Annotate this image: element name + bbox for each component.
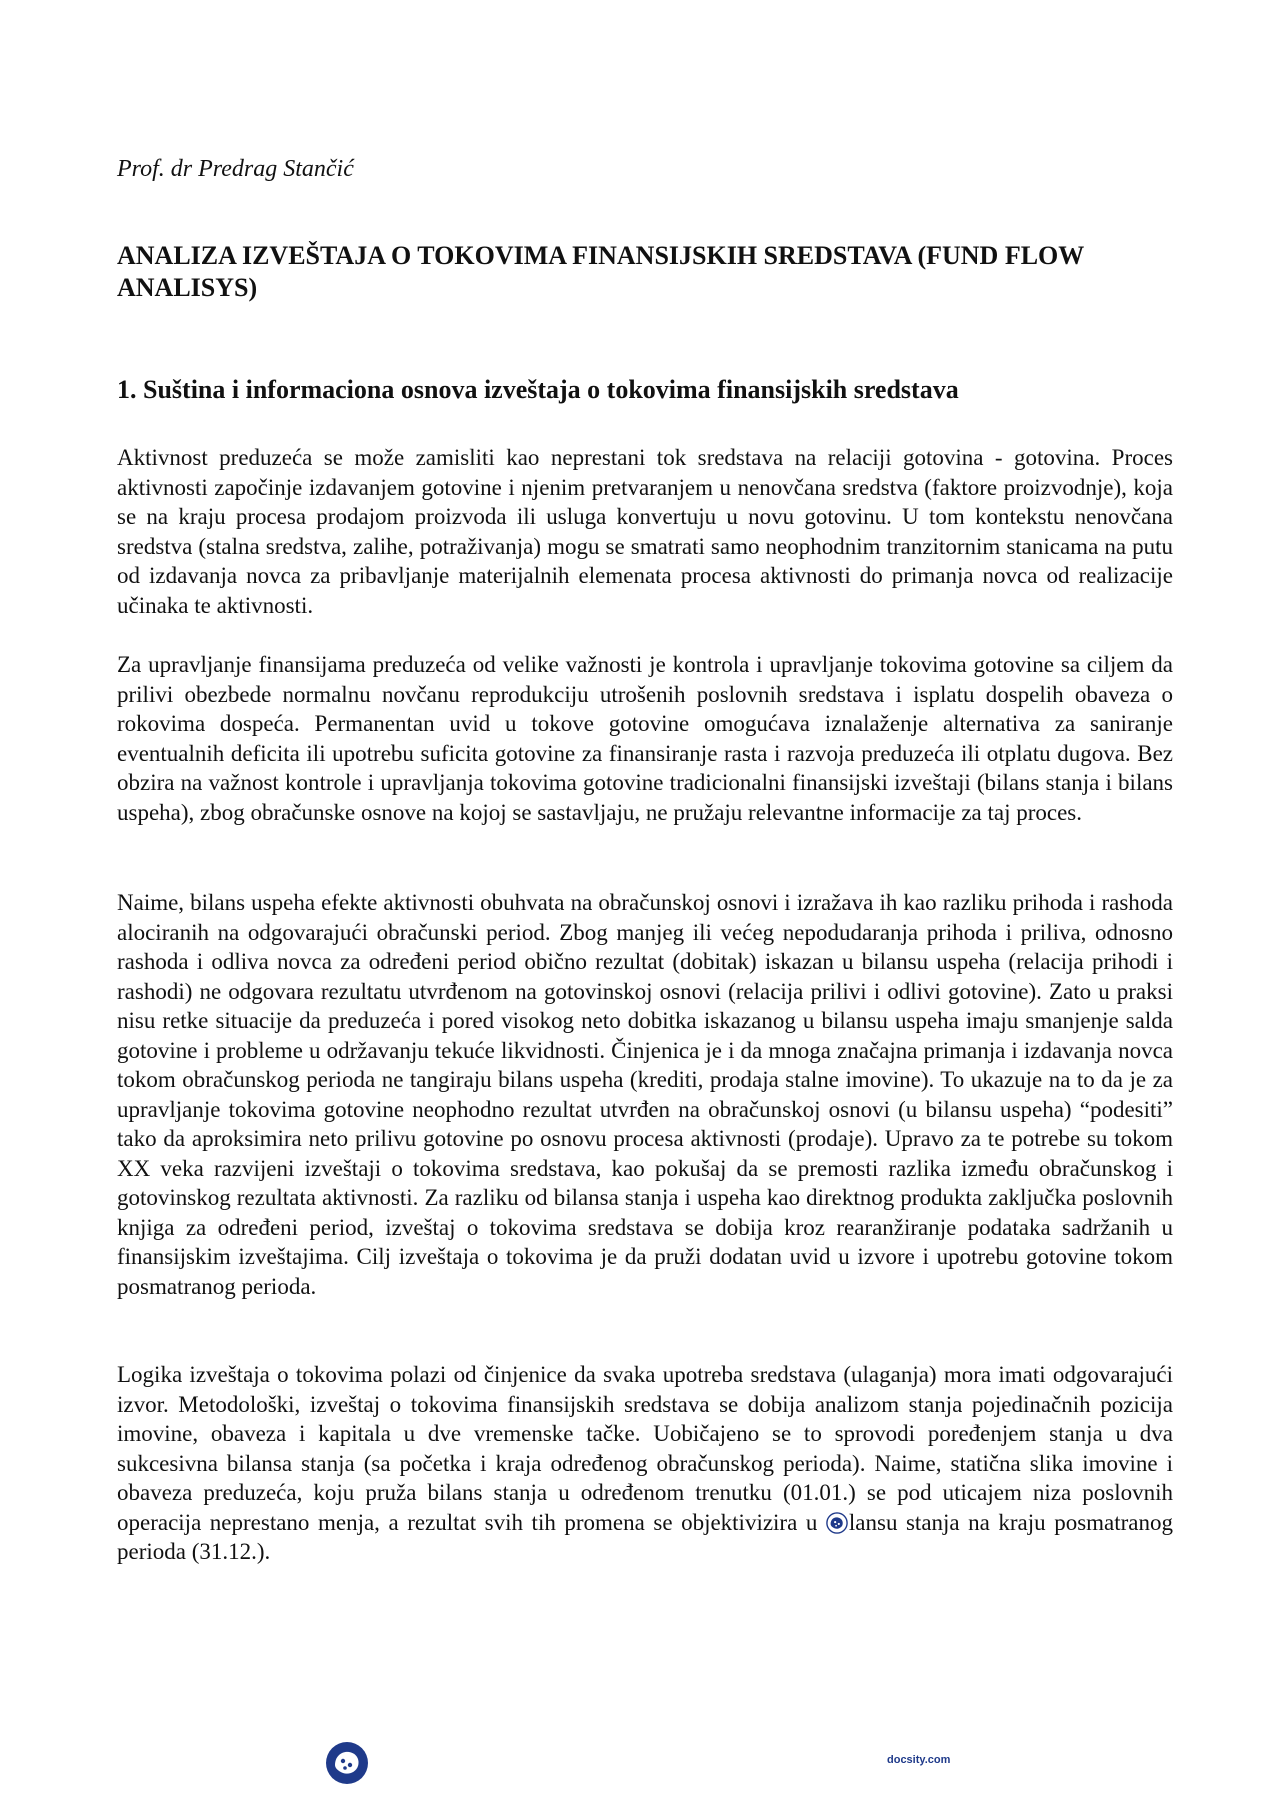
paragraph-4-text-start: Logika izveštaja o tokovima polazi od činjenice da svaka upotreba sredstava (ulaganja) mora imati odgovarajući izvor. Metodološki, izveštaj o tokovima finansijskih sredstava se dobija analizom stanja pojedinačnih pozicija imovine, obaveza i kapitala u dve vremenske tačke. Uobičajeno se to sprovodi poređenjem stanja u dva sukcesivna bilansa stanja (sa početka i kraja određenog obračunskog perioda). Naime, statična slika imovine i obaveza preduzeća, koju pruža bilans stanja u određenom trenutku (01.01.) se pod uticajem niza poslovnih operacija neprestano menja, a rezultat svih tih promena se objektivizira u: [117, 1362, 1173, 1535]
paragraph-1: Aktivnost preduzeća se može zamisliti kao neprestani tok sredstava na relaciji gotovina - gotovina. Proces aktivnosti započinje izdavanjem gotovine i njenim pretvaranjem u nenovčana sredstva (faktore proizvodnje), koja se na kraju procesa prodajom proizvoda ili usluga konvertuju u novu gotovinu. U tom kontekstu nenovčana sredstva (stalna sredstva, zalihe, potraživanja) mogu se smatrati samo neophodnim tranzitornim stanicama na putu od izdavanja novca za pribavljanje materijalnih elemenata procesa aktivnosti do primanja novca od realizacije učinaka te aktivnosti.: [117, 445, 1173, 618]
paragraph-3: Naime, bilans uspeha efekte aktivnosti obuhvata na obračunskoj osnovi i izražava ih kao razliku prihoda i rashoda alociranih na odgovarajući obračunski period. Zbog manjeg ili većeg nepodudaranja prihoda i priliva, odnosno rashoda i odliva novca za određeni period obično rezultat (dobitak) iskazan u bilansu uspeha (relacija prihodi i rashodi) ne odgovara rezultatu utvrđenom na gotovinskoj osnovi (relacija prilivi i odlivi gotovine). Zato u praksi nisu retke situacije da preduzeća i pored visokog neto dobitka iskazanog u bilansu uspeha imaju smanjenje salda gotovine i probleme u održavanju tekuće likvidnosti. Činjenica je i da mnoga značajna primanja i izdavanja novca tokom obračunskog perioda ne tangiraju bilans uspeha (krediti, prodaja stalne imovine). To ukazuje na to da je za upravljanje tokovima gotovine neophodno rezultat utvrđen na obračunskoj osnovi (u bilansu uspeha) “podesiti” tako da aproksimira neto prilivu gotovine po osnovu procesa aktivnosti (prodaje). Upravo za te potrebe su tokom XX veka razvijeni izveštaji o tokovima sredstava, kao pokušaj da se premosti razlika između obračunskog i gotovinskog rezultata aktivnosti. Za razliku od bilansa stanja i uspeha kao direktnog produkta zaključka poslovnih knjiga za određeni period, izveštaj o tokovima sredstava se dobija kroz rearanžiranje podataka sadržanih u finansijskim izveštajima. Cilj izveštaja o tokovima je da pruži dodatan uvid u izvore i upotrebu gotovine tokom posmatranog perioda.: [117, 890, 1173, 1299]
docsity-watermark-icon: [826, 1512, 848, 1534]
document-title: ANALIZA IZVEŠTAJA O TOKOVIMA FINANSIJSKIH SREDSTAVA (FUND FLOW ANALISYS): [117, 241, 1084, 302]
docsity-site-link[interactable]: docsity.com: [887, 1754, 951, 1766]
author-name: Prof. dr Predrag Stančić: [117, 156, 354, 182]
paragraph-4: [117, 1360, 1173, 1567]
docsity-logo-icon[interactable]: [325, 1741, 369, 1785]
section-heading: 1. Suština i informaciona osnova izveštaja o tokovima finansijskih sredstava: [117, 375, 959, 404]
paragraph-4-text-end: lansu stanja na kraju posmatranog perioda (31.12.).: [117, 1509, 1173, 1564]
paragraph-2: Za upravljanje finansijama preduzeća od velike važnosti je kontrola i upravljanje tokovima gotovine sa ciljem da prilivi obezbede normalnu novčanu reprodukciju utrošenih poslovnih sredstava i isplatu dospelih obaveza o rokovima dospeća. Permanentan uvid u tokove gotovine omogućava iznalaženje alternativa za saniranje eventualnih deficita ili upotrebu suficita gotovine za finansiranje rasta i razvoja preduzeća ili otplatu dugova. Bez obzira na važnost kontrole i upravljanja tokovima gotovine tradicionalni finansijski izveštaji (bilans stanja i bilans uspeha), zbog obračunske osnove na kojoj se sastavljaju, ne pružaju relevantne informacije za taj proces.: [117, 652, 1173, 825]
